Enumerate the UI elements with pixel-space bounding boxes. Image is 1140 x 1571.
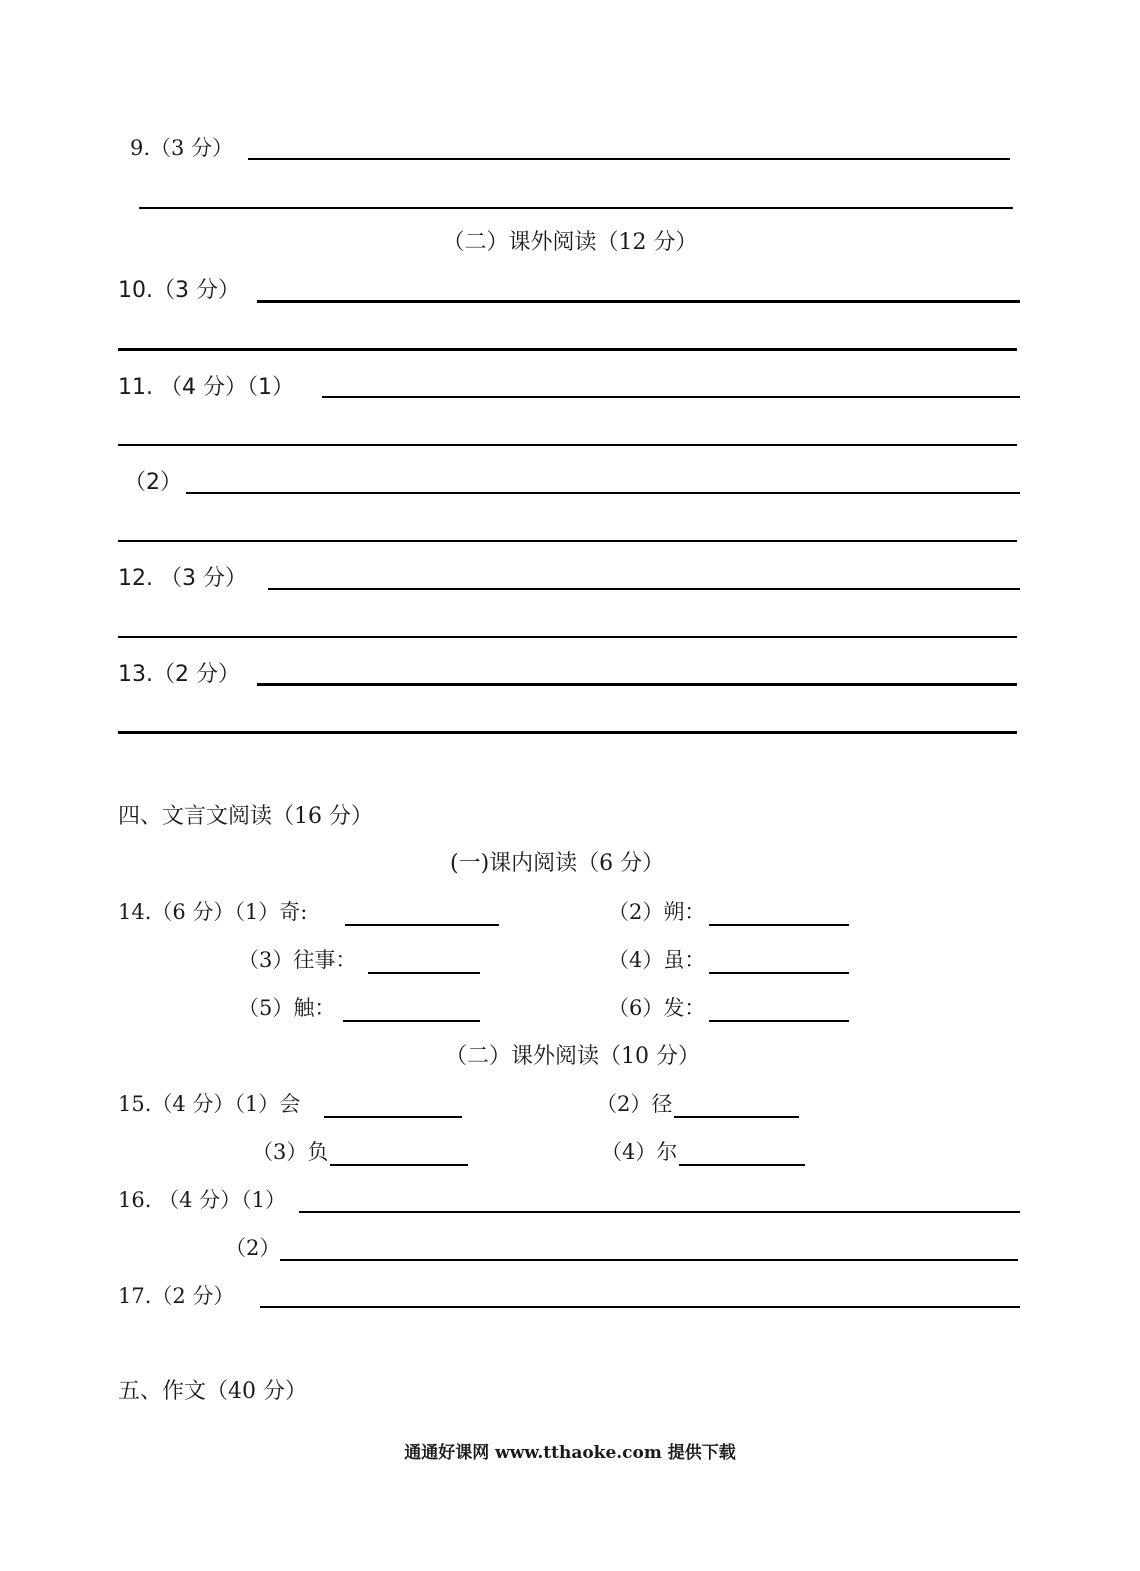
q11-label: 11. （4 分）（1） bbox=[118, 375, 294, 400]
q14-3-blank[interactable] bbox=[368, 972, 480, 974]
q14-4-blank[interactable] bbox=[709, 972, 849, 974]
q15-item-3-label: （3）负 bbox=[252, 1140, 329, 1164]
q14-label: 14.（6 分）（1）奇: bbox=[118, 900, 308, 924]
q11-1-answer-line-1[interactable] bbox=[322, 396, 1020, 398]
q14-1-blank[interactable] bbox=[345, 924, 499, 926]
q11-2-answer-line-1[interactable] bbox=[186, 492, 1020, 494]
q11-sub2-label: （2） bbox=[124, 470, 182, 495]
q11-1-answer-line-2[interactable] bbox=[118, 444, 1017, 446]
q15-item-4-label: （4）尔 bbox=[601, 1140, 678, 1164]
q13-label: 13.（2 分） bbox=[118, 662, 240, 687]
q14-item-5-label: （5）触： bbox=[238, 996, 336, 1020]
q12-answer-line-2[interactable] bbox=[118, 636, 1017, 638]
q12-answer-line-1[interactable] bbox=[268, 588, 1020, 590]
q9-answer-line-1[interactable] bbox=[248, 158, 1010, 160]
q14-6-blank[interactable] bbox=[709, 1020, 849, 1022]
q16-2-answer-line[interactable] bbox=[280, 1259, 1018, 1261]
q9-label: 9.（3 分） bbox=[130, 136, 234, 160]
section3-part2-heading: （二）课外阅读（12 分） bbox=[442, 230, 698, 255]
q16-label: 16. （4 分）（1） bbox=[118, 1188, 286, 1212]
q13-answer-line-2[interactable] bbox=[118, 731, 1017, 734]
q17-answer-line[interactable] bbox=[260, 1306, 1020, 1308]
q15-3-blank[interactable] bbox=[330, 1164, 468, 1166]
section5-heading: 五、作文（40 分） bbox=[118, 1379, 307, 1404]
q15-label: 15.（4 分）（1）会 bbox=[118, 1092, 301, 1116]
q12-label: 12. （3 分） bbox=[118, 566, 247, 591]
q10-answer-line-1[interactable] bbox=[257, 300, 1020, 303]
q11-2-answer-line-2[interactable] bbox=[118, 540, 1017, 542]
q15-item-2-label: （2）径 bbox=[596, 1092, 673, 1116]
q17-label: 17.（2 分） bbox=[118, 1284, 235, 1308]
q14-item-2-label: （2）朔： bbox=[608, 900, 706, 924]
q14-item-4-label: （4）虽： bbox=[608, 948, 706, 972]
q14-2-blank[interactable] bbox=[709, 924, 849, 926]
q10-answer-line-2[interactable] bbox=[118, 348, 1017, 351]
q15-2-blank[interactable] bbox=[674, 1116, 799, 1118]
q15-4-blank[interactable] bbox=[679, 1164, 805, 1166]
q10-label: 10.（3 分） bbox=[118, 278, 240, 303]
q16-sub2-label: （2） bbox=[225, 1236, 281, 1260]
q16-1-answer-line[interactable] bbox=[299, 1211, 1020, 1213]
q14-5-blank[interactable] bbox=[343, 1020, 480, 1022]
footer-text: 通通好课网 www.tthaoke.com 提供下载 bbox=[404, 1443, 736, 1463]
q13-answer-line-1[interactable] bbox=[257, 683, 1017, 686]
section4-part1-heading: (一)课内阅读（6 分） bbox=[450, 851, 665, 876]
q14-item-6-label: （6）发： bbox=[608, 996, 706, 1020]
section4-part2-heading: （二）课外阅读（10 分） bbox=[445, 1044, 700, 1069]
q14-item-3-label: （3）往事： bbox=[238, 948, 357, 972]
q15-1-blank[interactable] bbox=[324, 1116, 462, 1118]
q9-answer-line-2[interactable] bbox=[139, 207, 1013, 209]
section4-heading: 四、文言文阅读（16 分） bbox=[118, 804, 373, 829]
